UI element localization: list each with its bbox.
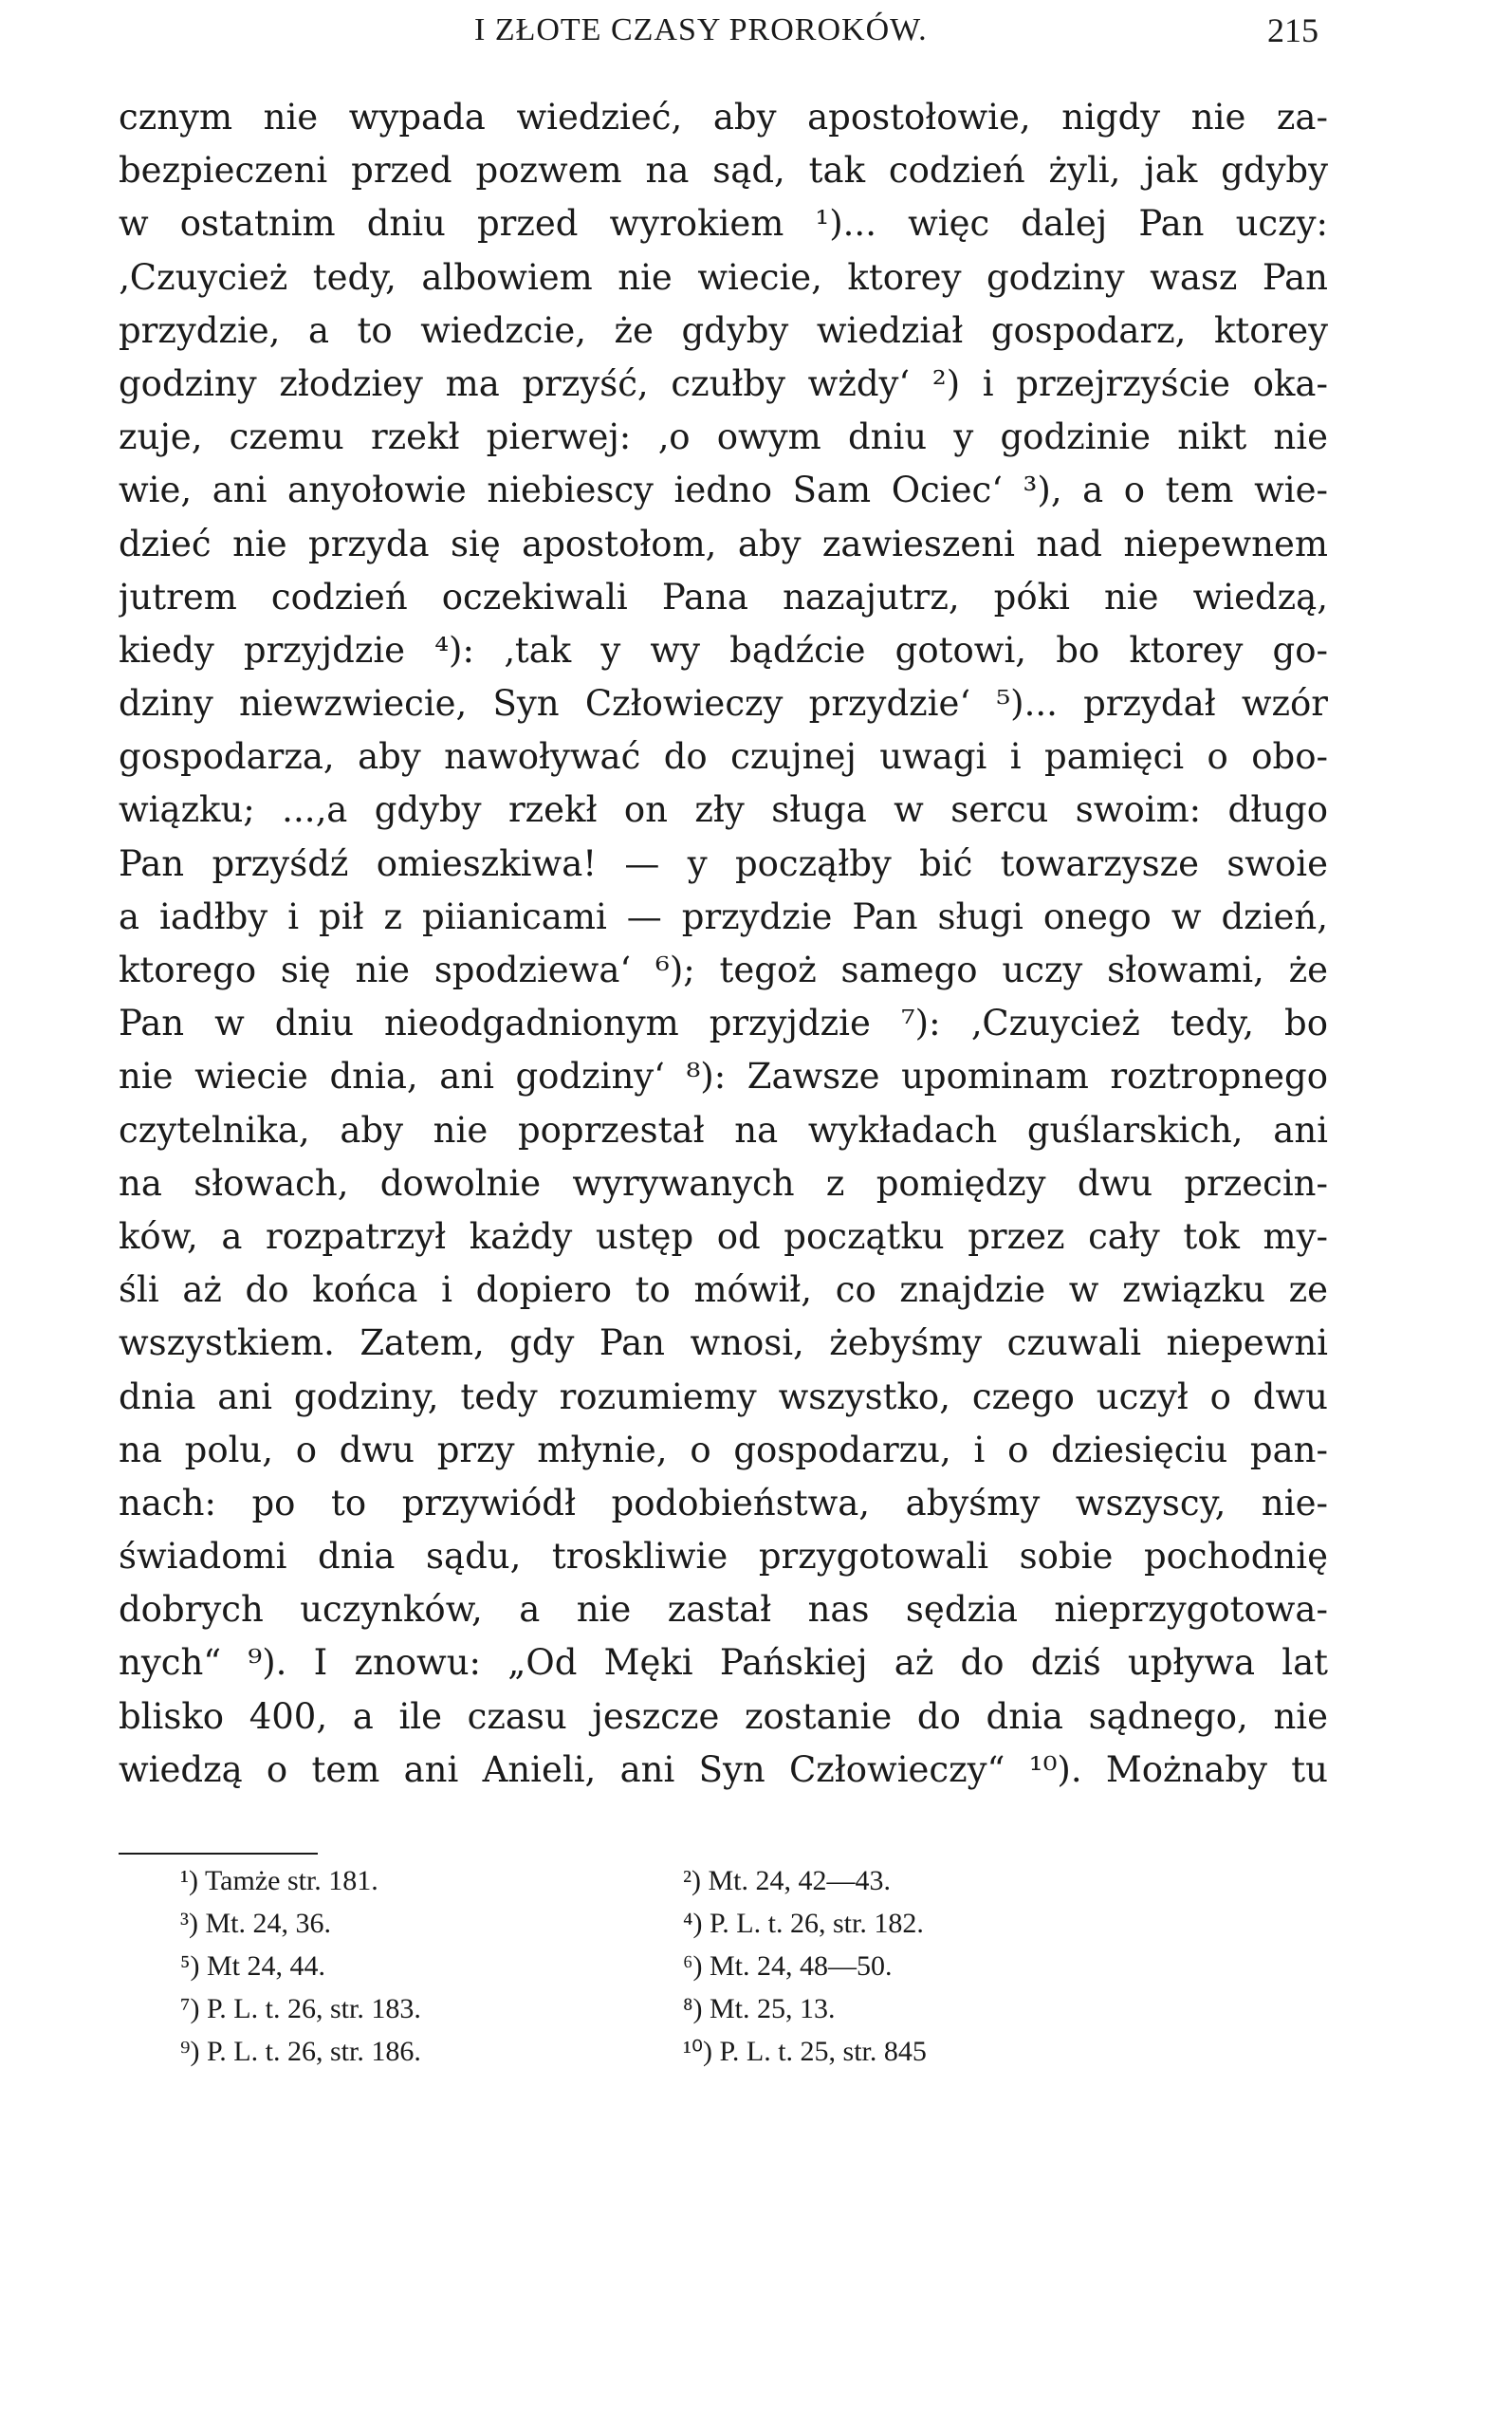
text-line: w ostatnim dniu przed wyrokiem ¹)... więc dalej Pan uczy: — [119, 203, 1328, 245]
text-line: nach: po to przywiódł podobieństwa, abyśmy wszyscy, nie- — [119, 1482, 1328, 1523]
text-line: a iadłby i pił z piianicami — przydzie Pan sługi onego w dzień, — [119, 896, 1328, 937]
text-line: wie, ani anyołowie niebiescy iedno Sam Ociec‘ ³), a o tem wie- — [119, 470, 1328, 511]
text-line: dobrych uczynków, a nie zastał nas sędzia nieprzygotowa- — [119, 1589, 1328, 1631]
text-line: nie wiecie dnia, ani godziny‘ ⁸): Zawsze upominam roztropnego — [119, 1056, 1328, 1098]
footnote-right: ¹⁰) P. L. t. 25, str. 845 — [683, 2036, 927, 2067]
footnote-row — [180, 1987, 1129, 2030]
text-line: wszystkiem. Zatem, gdy Pan wnosi, żebyśmy czuwali niepewni — [119, 1322, 1328, 1364]
text-line: czytelnika, aby nie poprzestał na wykładach guślarskich, ani — [119, 1109, 1328, 1151]
footnote-separator — [119, 1853, 318, 1855]
text-line: wiązku; ...‚a gdyby rzekł on zły sługa w sercu swoim: długo — [119, 789, 1328, 831]
footnote-right: ²) Mt. 24, 42—43. — [683, 1865, 891, 1896]
text-line: wiedzą o tem ani Anieli, ani Syn Człowieczy“ ¹⁰). Możnaby tu — [119, 1748, 1328, 1790]
text-line: Pan przyśdź omieszkiwa! — y począłby bić towarzysze swoie — [119, 842, 1328, 884]
text-line: ‚Czuycież tedy, albowiem nie wiecie, ktorey godziny wasz Pan — [119, 256, 1328, 298]
footnote-right: ⁸) Mt. 25, 13. — [683, 1993, 836, 2024]
footnote-row — [180, 1902, 1129, 1945]
footnote-left: ⁵) Mt 24, 44. — [180, 1950, 325, 1982]
body-text — [119, 91, 1328, 1797]
running-head — [114, 8, 1337, 53]
text-line: ków, a rozpatrzył każdy ustęp od początku przez cały tok my- — [119, 1215, 1328, 1257]
footnotes — [180, 1859, 1129, 2073]
footnote-right: ⁴) P. L. t. 26, str. 182. — [683, 1908, 924, 1939]
text-line: świadomi dnia sądu, troskliwie przygotowali sobie pochodnię — [119, 1536, 1328, 1578]
footnote-left: ⁹) P. L. t. 26, str. 186. — [180, 2036, 421, 2067]
text-line: na polu, o dwu przy młynie, o gospodarzu, i o dziesięciu pan- — [119, 1429, 1328, 1470]
text-line: śli aż do końca i dopiero to mówił, co znajdzie w związku ze — [119, 1269, 1328, 1311]
footnote-left: ¹) Tamże str. 181. — [180, 1865, 378, 1896]
footnote-row — [180, 1859, 1129, 1902]
text-line: godziny złodziey ma przyść, czułby wżdy‘ ²) i przejrzyście oka- — [119, 362, 1328, 404]
text-line: kiedy przyjdzie ⁴): ‚tak y wy bądźcie gotowi, bo ktorey go- — [119, 629, 1328, 671]
footnote-left: ⁷) P. L. t. 26, str. 183. — [180, 1993, 421, 2024]
text-line: Pan w dniu nieodgadnionym przyjdzie ⁷): ‚Czuycież tedy, bo — [119, 1003, 1328, 1044]
footnote-left: ³) Mt. 24, 36. — [180, 1908, 331, 1939]
text-line: dzieć nie przyda się apostołom, aby zawieszeni nad niepewnem — [119, 523, 1328, 564]
text-line: dnia ani godziny, tedy rozumiemy wszystko, czego uczył o dwu — [119, 1376, 1328, 1417]
text-line: cznym nie wypada wiedzieć, aby apostołowie, nigdy nie za- — [119, 97, 1328, 138]
text-line: dziny niewzwiecie, Syn Człowieczy przydzie‘ ⁵)... przydał wzór — [119, 683, 1328, 725]
text-line: ktorego się nie spodziewa‘ ⁶); tegoż samego uczy słowami, że — [119, 950, 1328, 990]
text-line: blisko 400, a ile czasu jeszcze zostanie do dnia sądnego, nie — [119, 1695, 1328, 1737]
text-line: przydzie, a to wiedzcie, że gdyby wiedział gospodarz, ktorey — [119, 309, 1328, 351]
page-number: 215 — [1267, 11, 1318, 49]
text-line: na słowach, dowolnie wyrywanych z pomiędzy dwu przecin- — [119, 1162, 1328, 1204]
text-line: bezpieczeni przed pozwem na sąd, tak codzień żyli, jak gdyby — [119, 150, 1328, 192]
footnote-row — [180, 1945, 1129, 1987]
text-line: nych“ ⁹). I znowu: „Od Męki Pańskiej aż do dziś upływa lat — [119, 1642, 1328, 1684]
running-title: I ZŁOTE CZASY PROROKÓW. — [474, 12, 928, 47]
footnote-right: ⁶) Mt. 24, 48—50. — [683, 1950, 893, 1982]
text-line: jutrem codzień oczekiwali Pana nazajutrz, póki nie wiedzą, — [119, 576, 1328, 618]
text-line: gospodarza, aby nawoływać do czujnej uwagi i pamięci o obo- — [119, 736, 1328, 778]
footnote-row — [180, 2030, 1129, 2073]
text-line: zuje, czemu rzekł pierwej: ‚o owym dniu y godzinie nikt nie — [119, 416, 1328, 458]
